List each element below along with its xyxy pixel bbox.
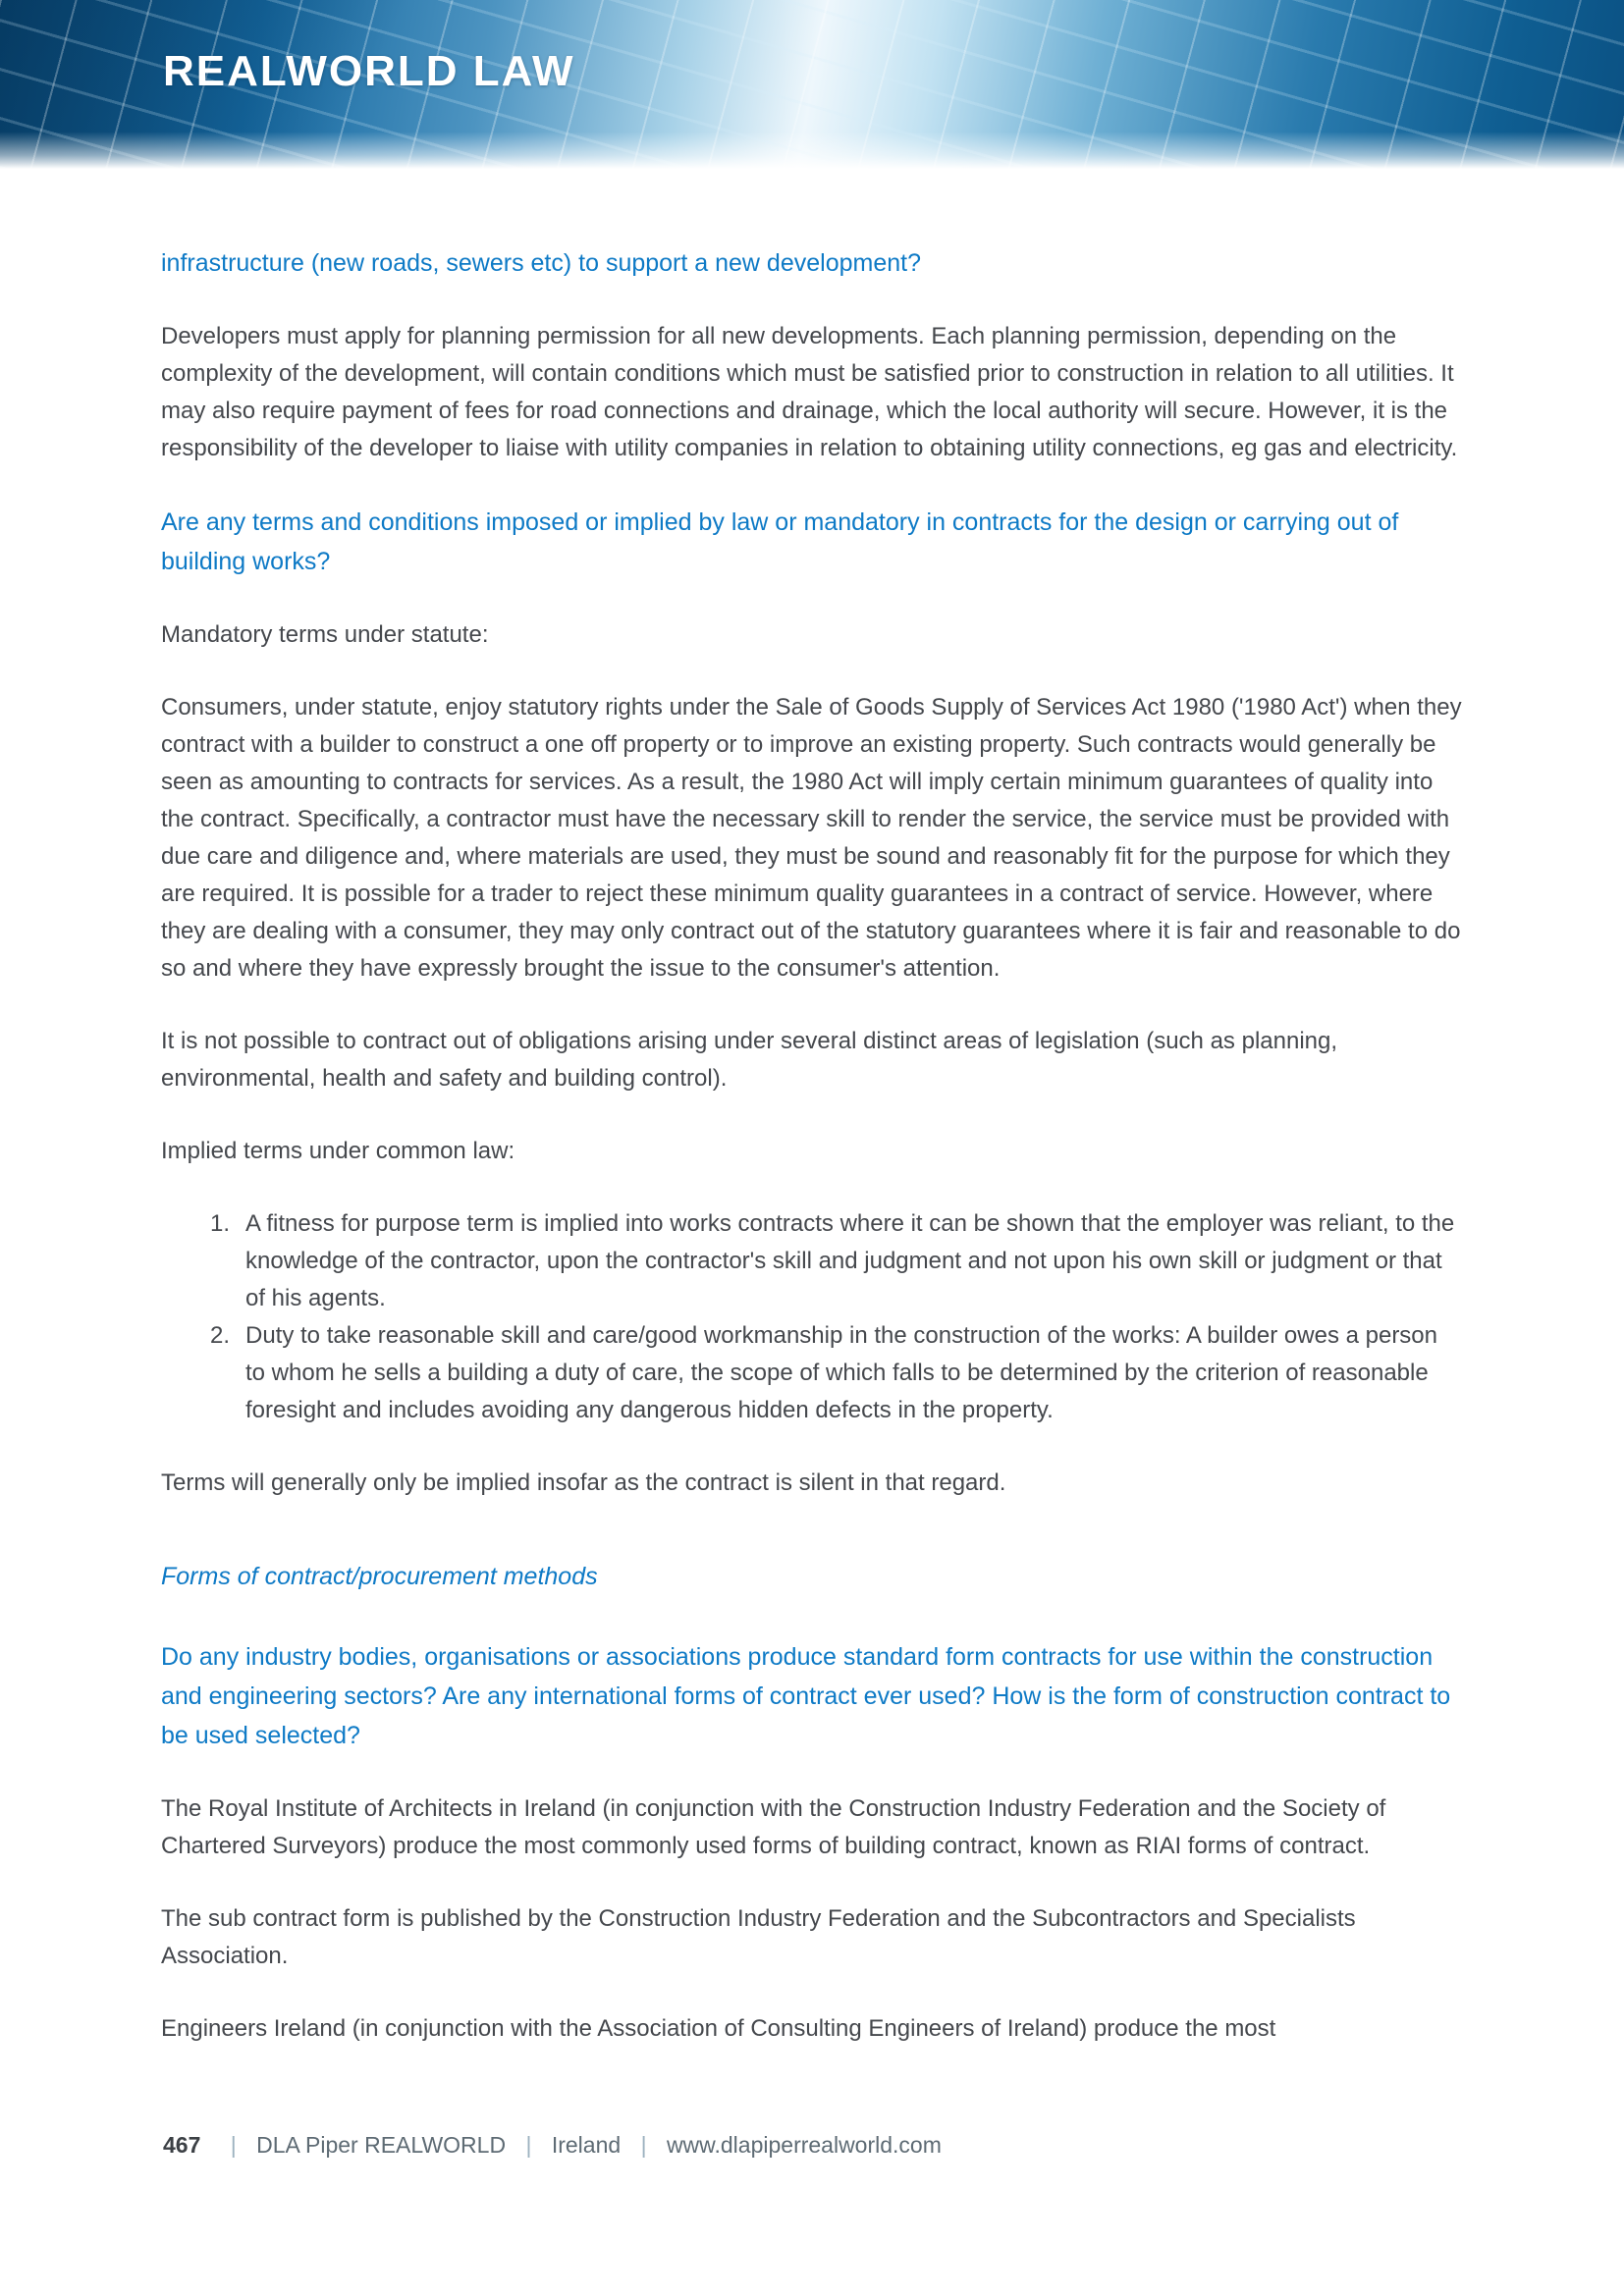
paragraph-sub-contract-form: The sub contract form is published by the Construction Industry Federation and the Subcontractors and Specialists Association. [161, 1905, 1356, 1969]
paragraph-consumers-statute: Consumers, under statute, enjoy statutory rights under the Sale of Goods Supply of Services Act 1980 ('1980 Act') when they contract with a builder to construct a one off property or to improve an existing property. Such contracts would generally be seen as amounting to contracts for services. As a result, the 1980 Act will imply certain minimum guarantees of quality into the contract. Specifically, a contractor must have the necessary skill to render the service, the service must be provided with due care and diligence and, where materials are used, they must be sound and reasonably fit for the purpose for which they are required. It is possible for a trader to reject these minimum quality guarantees in a contract of service. However, where they are dealing with a consumer, they may only contract out of the statutory guarantees where it is fair and reasonable to do so and where they have expressly brought the issue to the consumer's attention. [161, 694, 1462, 982]
paragraph-terms-implied: Terms will generally only be implied insofar as the contract is silent in that regard. [161, 1469, 1006, 1496]
list-marker: 2. [210, 1322, 231, 1349]
list-marker: 1. [210, 1210, 231, 1237]
brand-title: REALWORLD LAW [163, 47, 575, 95]
paragraph-mandatory-terms-label: Mandatory terms under statute: [161, 621, 489, 648]
footer-separator: | [525, 2132, 532, 2158]
page-content [0, 169, 1624, 2048]
list-item-text: A fitness for purpose term is implied into works contracts where it can be shown that the employer was reliant, to the knowledge of the contractor, upon the contractor's skill and judgment and not upon his own skill or judgment or that of his agents. [245, 1210, 1455, 1311]
list-item [210, 1317, 1463, 1429]
paragraph-planning-permission: Developers must apply for planning permission for all new developments. Each planning permission, depending on the complexity of the development, will contain conditions which must be satisfied prior to construction in relation to all utilities. It may also require payment of fees for road connections and drainage, which the local authority will secure. However, it is the responsibility of the developer to liaise with utility companies in relation to obtaining utility connections, eg gas and electricity. [161, 323, 1458, 461]
footer-url[interactable]: www.dlapiperrealworld.com [666, 2132, 942, 2158]
question-heading-terms-conditions: Are any terms and conditions imposed or implied by law or mandatory in contracts for the design or carrying out of building works? [161, 508, 1399, 575]
page-footer [163, 2132, 942, 2159]
paragraph-riai-forms: The Royal Institute of Architects in Ireland (in conjunction with the Construction Industry Federation and the Society of Chartered Surveyors) produce the most commonly used forms of building contract, known as RIAI forms of contract. [161, 1795, 1386, 1859]
paragraph-implied-terms-label: Implied terms under common law: [161, 1138, 515, 1164]
paragraph-contract-out: It is not possible to contract out of obligations arising under several distinct areas of legislation (such as planning, environmental, health and safety and building control). [161, 1028, 1338, 1092]
section-heading-forms-of-contract: Forms of contract/procurement methods [161, 1563, 598, 1590]
list-item [210, 1205, 1463, 1317]
list-item-text: Duty to take reasonable skill and care/good workmanship in the construction of the works: A builder owes a person to whom he sells a building a duty of care, the scope of which falls to be determined by the criterion of reasonable foresight and includes avoiding any dangerous hidden defects in the property. [245, 1322, 1438, 1423]
footer-separator: | [640, 2132, 647, 2158]
header-banner [0, 0, 1624, 169]
footer-separator: | [230, 2132, 237, 2158]
page-number: 467 [163, 2132, 201, 2158]
question-heading-infrastructure: infrastructure (new roads, sewers etc) to support a new development? [161, 249, 921, 277]
implied-terms-list [161, 1205, 1463, 1429]
footer-brand: DLA Piper REALWORLD [256, 2132, 507, 2158]
paragraph-engineers-ireland: Engineers Ireland (in conjunction with the Association of Consulting Engineers of Ireland) produce the most [161, 2015, 1276, 2042]
question-heading-industry-bodies: Do any industry bodies, organisations or associations produce standard form contracts for use within the construction and engineering sectors? Are any international forms of contract ever used? How is the form of construction contract to be used selected? [161, 1643, 1451, 1749]
footer-country: Ireland [551, 2132, 622, 2158]
